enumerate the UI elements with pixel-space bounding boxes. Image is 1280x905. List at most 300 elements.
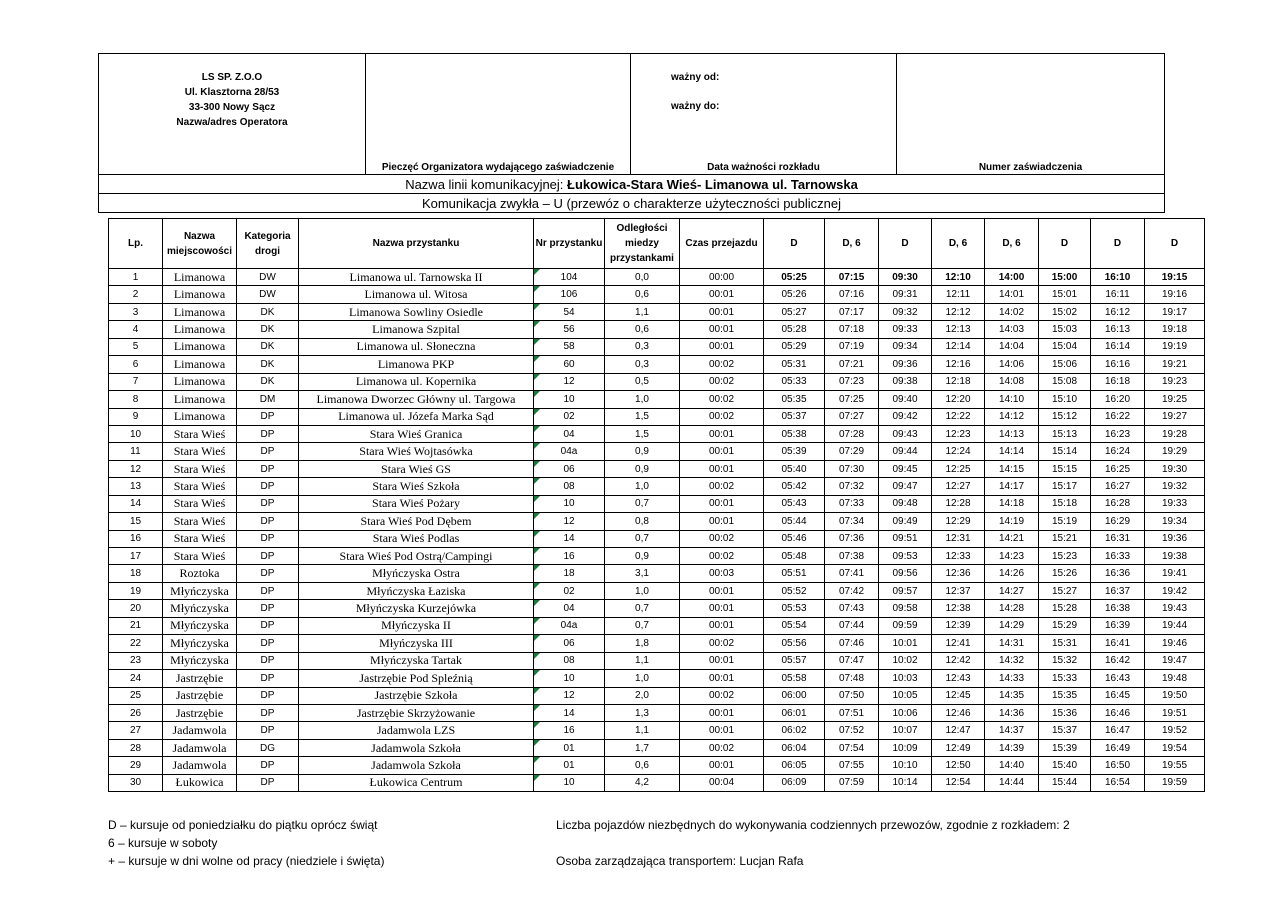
cell-departure-3: 09:36	[879, 356, 932, 373]
cell-category: DP	[237, 495, 299, 512]
cell-departure-7: 16:42	[1091, 652, 1145, 669]
table-row	[109, 373, 1205, 390]
table-row	[109, 495, 1205, 512]
table-row	[109, 391, 1205, 408]
cell-departure-1: 05:38	[764, 425, 825, 442]
cell-departure-5: 14:26	[985, 565, 1039, 582]
cell-departure-5: 14:31	[985, 635, 1039, 652]
cell-category: DP	[237, 530, 299, 547]
cell-category: DK	[237, 321, 299, 338]
cell-category: DP	[237, 565, 299, 582]
cell-departure-1: 05:51	[764, 565, 825, 582]
cell-nr: 10	[534, 391, 605, 408]
cell-departure-8: 19:41	[1145, 565, 1205, 582]
cell-departure-2: 07:42	[825, 582, 879, 599]
cell-travel-time: 00:01	[680, 443, 764, 460]
cell-stop: Limanowa Dworzec Główny ul. Targowa	[299, 391, 534, 408]
cell-nr: 08	[534, 478, 605, 495]
cell-travel-time: 00:01	[680, 321, 764, 338]
cell-departure-4: 12:23	[932, 425, 985, 442]
cell-departure-4: 12:36	[932, 565, 985, 582]
cell-town: Stara Wieś	[163, 495, 237, 512]
legend-saturdays: 6 – kursuje w soboty	[108, 836, 218, 850]
cell-category: DP	[237, 704, 299, 721]
cell-departure-1: 05:44	[764, 513, 825, 530]
table-row	[109, 303, 1205, 320]
manager-note: Osoba zarządzająca transportem: Lucjan Rafa	[556, 854, 804, 868]
cell-distance: 1,5	[605, 408, 680, 425]
table-row	[109, 565, 1205, 582]
cell-departure-4: 12:13	[932, 321, 985, 338]
header-course-5: D, 6	[985, 219, 1039, 269]
cell-category: DK	[237, 356, 299, 373]
cell-departure-4: 12:38	[932, 600, 985, 617]
cell-departure-6: 15:39	[1039, 739, 1091, 756]
cell-departure-2: 07:15	[825, 269, 879, 286]
cell-departure-6: 15:33	[1039, 670, 1091, 687]
cell-departure-4: 12:18	[932, 373, 985, 390]
header-course-2: D, 6	[825, 219, 879, 269]
cell-departure-7: 16:11	[1091, 286, 1145, 303]
table-row	[109, 530, 1205, 547]
cell-departure-5: 14:33	[985, 670, 1039, 687]
cell-departure-7: 16:25	[1091, 460, 1145, 477]
cell-lp: 29	[109, 757, 163, 774]
table-row	[109, 687, 1205, 704]
cell-departure-6: 15:02	[1039, 303, 1091, 320]
cell-departure-7: 16:45	[1091, 687, 1145, 704]
cell-departure-7: 16:10	[1091, 269, 1145, 286]
cell-departure-5: 14:36	[985, 704, 1039, 721]
cell-stop: Młyńczyska III	[299, 635, 534, 652]
cell-travel-time: 00:02	[680, 391, 764, 408]
cell-category: DP	[237, 774, 299, 791]
cell-departure-6: 15:35	[1039, 687, 1091, 704]
cell-nr: 06	[534, 635, 605, 652]
table-row	[109, 408, 1205, 425]
cell-lp: 22	[109, 635, 163, 652]
table-row	[109, 704, 1205, 721]
header-course-4: D, 6	[932, 219, 985, 269]
cell-departure-6: 15:01	[1039, 286, 1091, 303]
cell-travel-time: 00:02	[680, 373, 764, 390]
table-row	[109, 600, 1205, 617]
cell-town: Stara Wieś	[163, 425, 237, 442]
cell-departure-2: 07:17	[825, 303, 879, 320]
operator-caption: Nazwa/adres Operatora	[176, 117, 288, 128]
table-row	[109, 635, 1205, 652]
cell-departure-7: 16:22	[1091, 408, 1145, 425]
cell-lp: 7	[109, 373, 163, 390]
cell-departure-1: 05:29	[764, 338, 825, 355]
cell-nr: 54	[534, 303, 605, 320]
cell-departure-4: 12:33	[932, 548, 985, 565]
cell-departure-7: 16:20	[1091, 391, 1145, 408]
cell-departure-4: 12:42	[932, 652, 985, 669]
cell-town: Łukowica	[163, 774, 237, 791]
cell-lp: 6	[109, 356, 163, 373]
cell-lp: 24	[109, 670, 163, 687]
cell-nr: 01	[534, 739, 605, 756]
cell-departure-4: 12:20	[932, 391, 985, 408]
cell-departure-4: 12:39	[932, 617, 985, 634]
cell-departure-3: 09:47	[879, 478, 932, 495]
cell-category: DP	[237, 582, 299, 599]
cell-departure-7: 16:29	[1091, 513, 1145, 530]
cell-departure-7: 16:28	[1091, 495, 1145, 512]
cell-stop: Stara Wieś Podlas	[299, 530, 534, 547]
cell-stop: Młyńczyska Kurzejówka	[299, 600, 534, 617]
seal-cell	[366, 54, 631, 175]
cell-departure-3: 09:53	[879, 548, 932, 565]
cell-departure-8: 19:51	[1145, 704, 1205, 721]
cell-departure-2: 07:47	[825, 652, 879, 669]
table-row	[109, 722, 1205, 739]
cell-stop: Stara Wieś Szkoła	[299, 478, 534, 495]
cell-distance: 0,6	[605, 757, 680, 774]
cell-stop: Limanowa ul. Józefa Marka Sąd	[299, 408, 534, 425]
cell-town: Stara Wieś	[163, 443, 237, 460]
cell-departure-3: 09:58	[879, 600, 932, 617]
cell-departure-4: 12:28	[932, 495, 985, 512]
cell-town: Jastrzębie	[163, 704, 237, 721]
cell-town: Limanowa	[163, 338, 237, 355]
cell-lp: 21	[109, 617, 163, 634]
cell-town: Stara Wieś	[163, 548, 237, 565]
cell-departure-4: 12:45	[932, 687, 985, 704]
cell-departure-4: 12:27	[932, 478, 985, 495]
cell-departure-8: 19:59	[1145, 774, 1205, 791]
cell-departure-3: 10:02	[879, 652, 932, 669]
cell-departure-4: 12:49	[932, 739, 985, 756]
cell-stop: Łukowica Centrum	[299, 774, 534, 791]
cell-departure-7: 16:27	[1091, 478, 1145, 495]
cell-departure-6: 15:00	[1039, 269, 1091, 286]
cell-departure-1: 05:56	[764, 635, 825, 652]
cell-nr: 58	[534, 338, 605, 355]
cell-departure-2: 07:44	[825, 617, 879, 634]
cell-departure-5: 14:02	[985, 303, 1039, 320]
cell-lp: 25	[109, 687, 163, 704]
cell-distance: 0,3	[605, 356, 680, 373]
cell-departure-1: 05:28	[764, 321, 825, 338]
cell-nr: 04	[534, 425, 605, 442]
line-name-label: Nazwa linii komunikacyjnej:	[405, 176, 568, 192]
cell-departure-1: 06:00	[764, 687, 825, 704]
cell-travel-time: 00:01	[680, 757, 764, 774]
cell-category: DP	[237, 652, 299, 669]
cell-distance: 0,6	[605, 321, 680, 338]
cell-town: Stara Wieś	[163, 513, 237, 530]
cell-lp: 10	[109, 425, 163, 442]
cell-distance: 1,0	[605, 391, 680, 408]
table-row	[109, 617, 1205, 634]
cell-distance: 1,5	[605, 425, 680, 442]
table-row	[109, 478, 1205, 495]
cell-category: DG	[237, 739, 299, 756]
cell-departure-3: 09:40	[879, 391, 932, 408]
cell-departure-1: 05:54	[764, 617, 825, 634]
cell-departure-3: 09:49	[879, 513, 932, 530]
cell-distance: 0,7	[605, 600, 680, 617]
cell-departure-5: 14:39	[985, 739, 1039, 756]
cell-lp: 20	[109, 600, 163, 617]
cell-town: Młyńczyska	[163, 652, 237, 669]
timetable	[108, 218, 1205, 792]
cell-departure-2: 07:28	[825, 425, 879, 442]
cell-departure-5: 14:10	[985, 391, 1039, 408]
cell-departure-8: 19:33	[1145, 495, 1205, 512]
cell-travel-time: 00:01	[680, 338, 764, 355]
cell-town: Stara Wieś	[163, 530, 237, 547]
cell-departure-8: 19:18	[1145, 321, 1205, 338]
table-row	[109, 757, 1205, 774]
cell-departure-7: 16:13	[1091, 321, 1145, 338]
cell-departure-6: 15:12	[1039, 408, 1091, 425]
cell-category: DP	[237, 757, 299, 774]
table-row	[109, 739, 1205, 756]
cell-category: DW	[237, 286, 299, 303]
cell-departure-8: 19:16	[1145, 286, 1205, 303]
cell-stop: Stara Wieś Pod Dębem	[299, 513, 534, 530]
cell-category: DP	[237, 425, 299, 442]
cell-departure-4: 12:29	[932, 513, 985, 530]
cell-category: DW	[237, 269, 299, 286]
cell-departure-2: 07:34	[825, 513, 879, 530]
cell-departure-6: 15:18	[1039, 495, 1091, 512]
cell-travel-time: 00:01	[680, 303, 764, 320]
cell-departure-6: 15:27	[1039, 582, 1091, 599]
cell-departure-5: 14:32	[985, 652, 1039, 669]
cell-town: Młyńczyska	[163, 582, 237, 599]
table-row	[109, 460, 1205, 477]
cell-distance: 1,7	[605, 739, 680, 756]
cell-departure-2: 07:50	[825, 687, 879, 704]
legend-holidays: + – kursuje w dni wolne od pracy (niedziele i święta)	[108, 854, 385, 868]
cell-departure-2: 07:46	[825, 635, 879, 652]
cell-nr: 02	[534, 582, 605, 599]
cell-departure-6: 15:31	[1039, 635, 1091, 652]
cell-travel-time: 00:02	[680, 530, 764, 547]
cell-departure-2: 07:23	[825, 373, 879, 390]
cell-departure-8: 19:54	[1145, 739, 1205, 756]
cell-departure-4: 12:50	[932, 757, 985, 774]
cell-departure-5: 14:44	[985, 774, 1039, 791]
cell-departure-6: 15:19	[1039, 513, 1091, 530]
cell-departure-3: 10:05	[879, 687, 932, 704]
cell-stop: Limanowa ul. Kopernika	[299, 373, 534, 390]
cell-stop: Limanowa ul. Witosa	[299, 286, 534, 303]
cell-departure-5: 14:04	[985, 338, 1039, 355]
table-row	[109, 425, 1205, 442]
cell-travel-time: 00:02	[680, 356, 764, 373]
cell-lp: 28	[109, 739, 163, 756]
cell-travel-time: 00:01	[680, 652, 764, 669]
table-row	[109, 443, 1205, 460]
cell-town: Stara Wieś	[163, 478, 237, 495]
valid-from-label: ważny od:	[671, 72, 720, 83]
cell-travel-time: 00:02	[680, 478, 764, 495]
cell-departure-1: 05:42	[764, 478, 825, 495]
vehicles-note: Liczba pojazdów niezbędnych do wykonywania codziennych przewozów, zgodnie z rozkładem: 2	[556, 818, 1070, 832]
cell-departure-3: 09:45	[879, 460, 932, 477]
cell-lp: 8	[109, 391, 163, 408]
cell-departure-2: 07:43	[825, 600, 879, 617]
cell-nr: 02	[534, 408, 605, 425]
cell-departure-8: 19:48	[1145, 670, 1205, 687]
cell-category: DP	[237, 513, 299, 530]
cell-nr: 08	[534, 652, 605, 669]
cell-distance: 1,1	[605, 652, 680, 669]
cell-departure-5: 14:35	[985, 687, 1039, 704]
header-course-8: D	[1145, 219, 1205, 269]
cell-departure-6: 15:06	[1039, 356, 1091, 373]
cell-departure-7: 16:41	[1091, 635, 1145, 652]
cell-stop: Jastrzębie Pod Spleźnią	[299, 670, 534, 687]
cell-lp: 23	[109, 652, 163, 669]
cell-departure-2: 07:27	[825, 408, 879, 425]
cell-departure-4: 12:25	[932, 460, 985, 477]
operator-street: Ul. Klasztorna 28/53	[184, 87, 280, 98]
cell-departure-5: 14:15	[985, 460, 1039, 477]
cell-distance: 0,9	[605, 443, 680, 460]
cell-nr: 12	[534, 687, 605, 704]
cell-town: Limanowa	[163, 373, 237, 390]
header-course-3: D	[879, 219, 932, 269]
table-row	[109, 338, 1205, 355]
cell-departure-5: 14:29	[985, 617, 1039, 634]
cell-lp: 5	[109, 338, 163, 355]
cell-departure-4: 12:14	[932, 338, 985, 355]
header-course-1: D	[764, 219, 825, 269]
cell-departure-1: 05:57	[764, 652, 825, 669]
cell-departure-5: 14:23	[985, 548, 1039, 565]
cell-departure-8: 19:46	[1145, 635, 1205, 652]
cell-departure-1: 05:31	[764, 356, 825, 373]
table-row	[109, 652, 1205, 669]
table-row	[109, 321, 1205, 338]
cell-departure-4: 12:54	[932, 774, 985, 791]
cell-departure-1: 05:40	[764, 460, 825, 477]
cell-departure-5: 14:40	[985, 757, 1039, 774]
cell-stop: Stara Wieś Wojtasówka	[299, 443, 534, 460]
cell-town: Jastrzębie	[163, 670, 237, 687]
cell-departure-5: 14:03	[985, 321, 1039, 338]
validity-caption: Data ważności rozkładu	[707, 162, 820, 173]
validity-cell	[631, 54, 897, 175]
header-category: Kategoria drogi	[237, 219, 299, 269]
cell-departure-1: 05:53	[764, 600, 825, 617]
header-town: Nazwa miejscowości	[163, 219, 237, 269]
cell-departure-8: 19:19	[1145, 338, 1205, 355]
table-row	[109, 269, 1205, 286]
cell-departure-2: 07:25	[825, 391, 879, 408]
cell-travel-time: 00:01	[680, 670, 764, 687]
cell-lp: 14	[109, 495, 163, 512]
cell-stop: Jadamwola Szkoła	[299, 739, 534, 756]
cell-distance: 0,3	[605, 338, 680, 355]
table-row	[109, 582, 1205, 599]
cell-departure-8: 19:34	[1145, 513, 1205, 530]
cell-departure-2: 07:41	[825, 565, 879, 582]
cell-departure-3: 10:09	[879, 739, 932, 756]
cell-lp: 9	[109, 408, 163, 425]
cell-distance: 1,1	[605, 722, 680, 739]
cell-nr: 04a	[534, 443, 605, 460]
cell-departure-6: 15:10	[1039, 391, 1091, 408]
cell-departure-4: 12:12	[932, 303, 985, 320]
cell-travel-time: 00:03	[680, 565, 764, 582]
cell-travel-time: 00:01	[680, 582, 764, 599]
cell-lp: 4	[109, 321, 163, 338]
cell-departure-1: 06:01	[764, 704, 825, 721]
cell-category: DP	[237, 617, 299, 634]
cell-stop: Młyńczyska Ostra	[299, 565, 534, 582]
cell-departure-5: 14:28	[985, 600, 1039, 617]
cell-departure-6: 15:32	[1039, 652, 1091, 669]
cell-town: Młyńczyska	[163, 600, 237, 617]
cell-lp: 15	[109, 513, 163, 530]
cell-lp: 18	[109, 565, 163, 582]
cell-departure-8: 19:38	[1145, 548, 1205, 565]
table-row	[109, 356, 1205, 373]
cell-travel-time: 00:02	[680, 635, 764, 652]
cell-departure-5: 14:13	[985, 425, 1039, 442]
cell-distance: 0,8	[605, 513, 680, 530]
cell-town: Jadamwola	[163, 722, 237, 739]
cell-departure-1: 06:04	[764, 739, 825, 756]
cell-departure-5: 14:08	[985, 373, 1039, 390]
cell-stop: Limanowa ul. Tarnowska II	[299, 269, 534, 286]
cell-departure-2: 07:48	[825, 670, 879, 687]
cell-departure-5: 14:01	[985, 286, 1039, 303]
line-name-value: Łukowica-Stara Wieś- Limanowa ul. Tarnowska	[567, 176, 858, 192]
cell-lp: 2	[109, 286, 163, 303]
cell-stop: Limanowa Sowliny Osiedle	[299, 303, 534, 320]
cell-lp: 19	[109, 582, 163, 599]
cell-departure-6: 15:14	[1039, 443, 1091, 460]
cell-lp: 16	[109, 530, 163, 547]
cell-departure-3: 09:32	[879, 303, 932, 320]
cell-distance: 1,0	[605, 478, 680, 495]
cell-departure-3: 09:44	[879, 443, 932, 460]
cell-departure-7: 16:37	[1091, 582, 1145, 599]
cell-distance: 1,3	[605, 704, 680, 721]
cell-town: Stara Wieś	[163, 460, 237, 477]
cell-departure-8: 19:27	[1145, 408, 1205, 425]
cell-distance: 0,7	[605, 495, 680, 512]
cell-departure-3: 09:33	[879, 321, 932, 338]
cell-departure-5: 14:17	[985, 478, 1039, 495]
cell-departure-3: 10:01	[879, 635, 932, 652]
cell-departure-1: 05:39	[764, 443, 825, 460]
cell-category: DP	[237, 687, 299, 704]
legend-weekdays: D – kursuje od poniedziałku do piątku oprócz świąt	[108, 818, 378, 832]
cell-category: DM	[237, 391, 299, 408]
cell-travel-time: 00:01	[680, 286, 764, 303]
cell-stop: Stara Wieś Pożary	[299, 495, 534, 512]
cell-departure-3: 09:31	[879, 286, 932, 303]
cell-travel-time: 00:04	[680, 774, 764, 791]
cell-departure-7: 16:50	[1091, 757, 1145, 774]
header-nr: Nr przystanku	[534, 219, 605, 269]
cell-departure-8: 19:15	[1145, 269, 1205, 286]
cell-departure-7: 16:33	[1091, 548, 1145, 565]
header-travel-time: Czas przejazdu	[680, 219, 764, 269]
cell-distance: 0,5	[605, 373, 680, 390]
cell-nr: 56	[534, 321, 605, 338]
cell-nr: 10	[534, 495, 605, 512]
